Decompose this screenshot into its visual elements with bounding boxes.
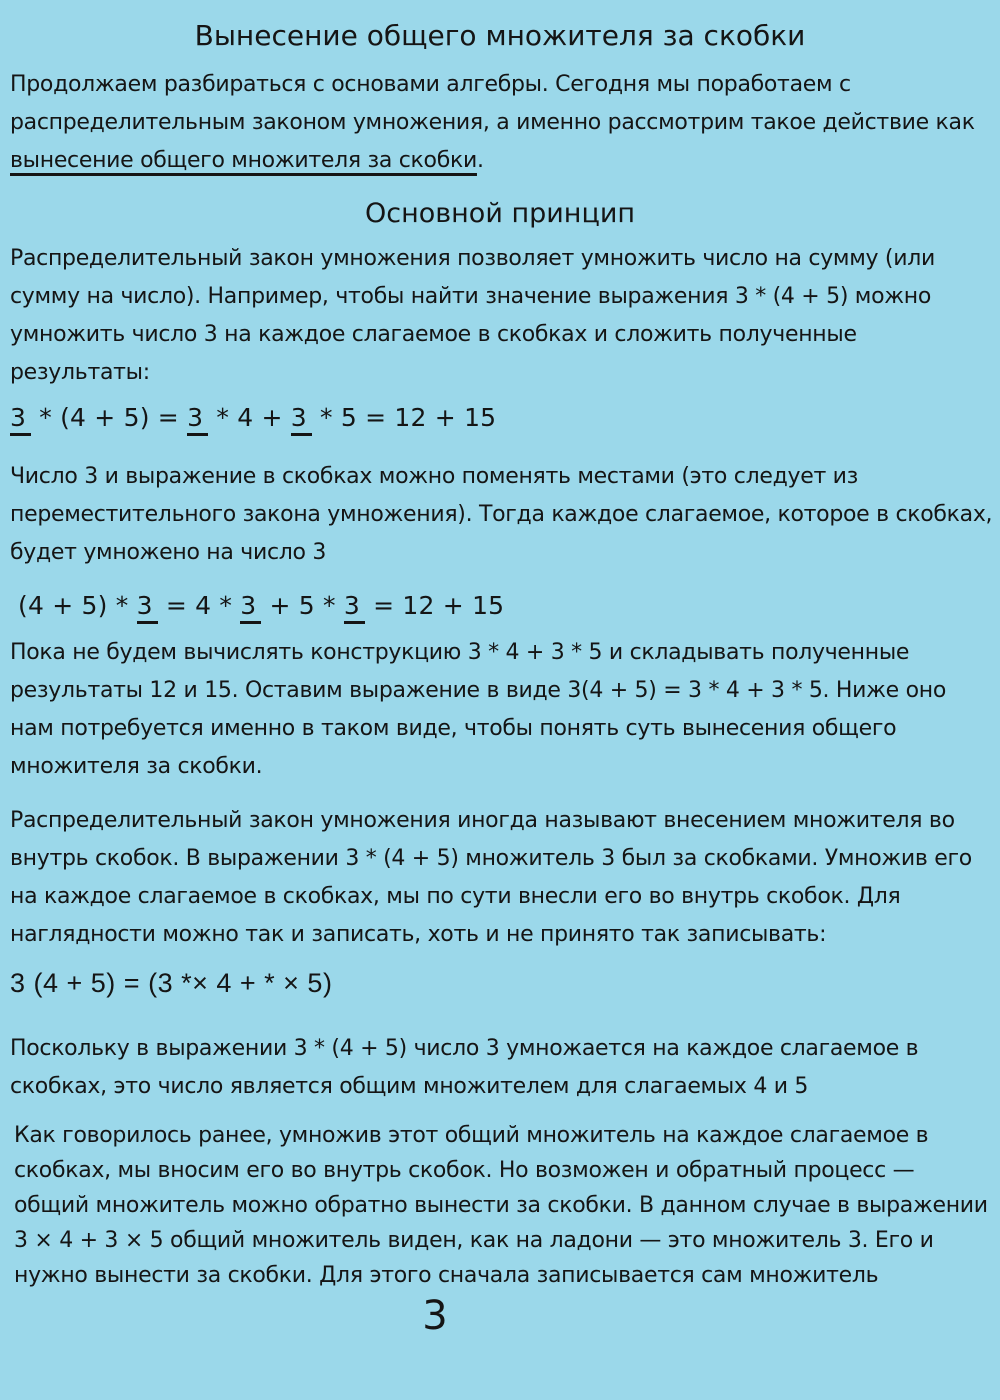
- section-heading: Основной принцип: [364, 198, 636, 229]
- formula-term: = 4 *: [157, 591, 241, 620]
- formula-term: * (4 + 5) =: [31, 403, 188, 432]
- formula-term: = 12 + 15: [364, 591, 505, 620]
- paragraph-keep-form: Пока не будем вычислять конструкцию 3 * 4 + 3 * 5 и складывать полученные результаты 12 и 15. Оставим выражение в виде 3(4 + 5) = 3 * 4 + 3 * 5. Ниже оно нам потребуется именно в таком виде, чтобы понять суть вынесения общего множителя за скобки.: [10, 640, 947, 779]
- paragraph-commutative: Число 3 и выражение в скобках можно поменять местами (это следует из переместительного закона умножения). Тогда каждое слагаемое, которое в скобках, будет умножено на число 3: [10, 464, 993, 565]
- intro-line-1: Продолжаем разбираться с основами алгебры. Сегодня мы поработаем с: [10, 72, 851, 97]
- formula-term: 3: [137, 591, 158, 624]
- formula-term: * 4 +: [208, 403, 291, 432]
- formula-term: + 5 *: [261, 591, 344, 620]
- formula-inserted: 3 (4 + 5) = (3 *× 4 + * × 5): [10, 968, 333, 998]
- page-title: Вынесение общего множителя за скобки: [194, 19, 806, 52]
- intro-period: .: [476, 148, 484, 173]
- formula-commuted: [18, 586, 990, 626]
- intro-line-2: распределительным законом умножения, а именно рассмотрим такое действие как: [10, 110, 975, 135]
- formula-term: 3: [240, 591, 261, 624]
- formula-term: 3: [10, 403, 31, 436]
- formula-term: 3: [187, 403, 208, 436]
- underlined-term: вынесение общего множителя за скобки: [10, 148, 477, 173]
- formula-term: * 5 = 12 + 15: [311, 403, 497, 432]
- page-number: 3: [422, 1293, 448, 1339]
- formula-distributive: [10, 398, 990, 438]
- formula-term: 3: [344, 591, 365, 624]
- paragraph-take-out: Как говорилось ранее, умножив этот общий множитель на каждое слагаемое в скобках, мы вносим его во внутрь скобок. Но возможен и обратный процесс — общий множитель можно обратно вынести за скобки. В данном случае в выражении 3 × 4 + 3 × 5 общий множитель виден, как на ладони — это множитель 3. Его и нужно вынести за скобки. Для этого сначала записывается сам множитель: [14, 1123, 988, 1288]
- intro-line-3: [10, 142, 990, 180]
- paragraph-common-factor: Поскольку в выражении 3 * (4 + 5) число 3 умножается на каждое слагаемое в скобках, это число является общим множителем для слагаемых 4 и 5: [10, 1036, 919, 1099]
- paragraph-insertion: Распределительный закон умножения иногда называют внесением множителя во внутрь скобок. В выражении 3 * (4 + 5) множитель 3 был за скобками. Умножив его на каждое слагаемое в скобках, мы по сути внесли его во внутрь скобок. Для наглядности можно так и записать, хоть и не принято так записывать:: [10, 808, 972, 947]
- paragraph-principle: Распределительный закон умножения позволяет умножить число на сумму (или сумму на число). Например, чтобы найти значение выражения 3 * (4 + 5) можно умножить число 3 на каждое слагаемое в скобках и сложить полученные результаты:: [10, 246, 935, 385]
- formula-term: 3: [291, 403, 312, 436]
- intro-paragraph: [10, 66, 990, 180]
- formula-term: (4 + 5) *: [18, 591, 137, 620]
